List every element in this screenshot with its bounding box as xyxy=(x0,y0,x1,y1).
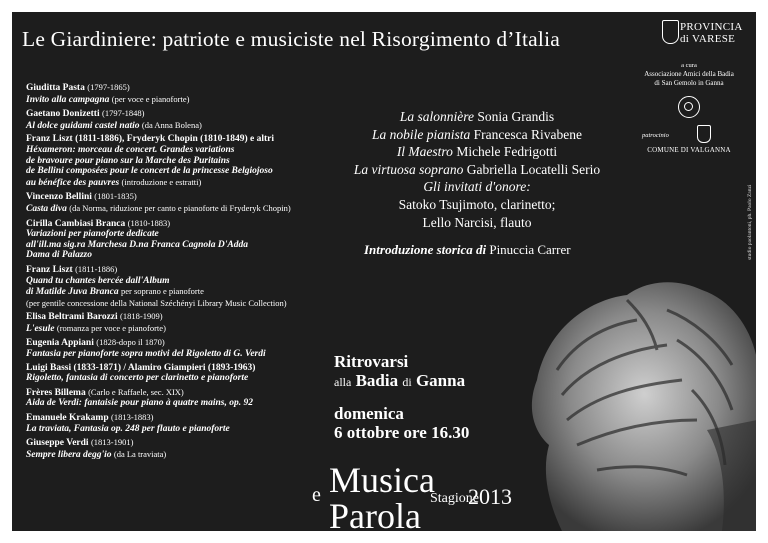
work-line xyxy=(26,276,356,287)
cast-role: Il Maestro xyxy=(396,144,453,160)
composer-name: Gaetano Donizetti xyxy=(26,109,100,120)
composer-name: Giuditta Pasta xyxy=(26,83,85,93)
work-title: all'ill.ma sig.ra Marchesa D.na Franca Cagnola D'Adda xyxy=(26,239,248,250)
composer-dates: (1828-dopo il 1870) xyxy=(96,337,165,348)
work-line xyxy=(26,323,356,335)
meeting-place xyxy=(334,352,465,392)
cast-name: Francesca Rivabene xyxy=(473,126,582,142)
logo-year: 2013 xyxy=(468,484,512,509)
work-line xyxy=(26,166,356,177)
program-item xyxy=(26,412,356,434)
program-item xyxy=(26,134,356,188)
program-footnote: (per gentile concessione della National Széchényi Library Music Collection) xyxy=(26,297,287,308)
work-title: Sempre libera degg'io xyxy=(26,449,112,460)
work-note: (romanza per voce e pianoforte) xyxy=(56,322,166,333)
work-line xyxy=(26,177,356,189)
work-title: Invito alla campagna xyxy=(26,94,110,105)
association-line2: di San Gemolo in Ganna xyxy=(654,78,724,87)
work-note: (per voce e pianoforte) xyxy=(111,93,190,104)
program-item xyxy=(26,264,356,308)
work-line xyxy=(26,203,356,215)
program-item xyxy=(26,108,356,131)
work-note: (da Anna Bolena) xyxy=(141,119,202,130)
cast-member xyxy=(342,214,612,232)
work-title: Dama di Palazzo xyxy=(26,250,92,261)
composer-name: Cirilla Cambiasi Branca xyxy=(26,218,126,229)
event-time: 6 ottobre ore 16.30 xyxy=(334,423,470,442)
work-line xyxy=(26,250,356,261)
cast-member xyxy=(342,126,612,144)
work-line xyxy=(26,424,356,435)
comune-crest-icon xyxy=(697,125,711,143)
historical-intro xyxy=(364,242,571,258)
work-title: Al dolce guidami castel natio xyxy=(26,120,140,131)
work-title: Rigoletto, fantasia di concerto per clarinetto e pianoforte xyxy=(26,373,249,384)
cast-name: Satoko Tsujimoto, clarinetto; xyxy=(398,196,556,212)
cast-name: Sonia Grandis xyxy=(477,109,555,124)
provincia-crest-icon xyxy=(662,20,679,44)
work-title: di Matilde Juva Branca xyxy=(26,287,119,298)
cast-list xyxy=(342,108,612,231)
poster xyxy=(12,12,756,531)
work-title: Quand tu chantes bercée dall'Album xyxy=(26,275,170,286)
composer xyxy=(26,311,356,323)
work-title: au bénéfice des pauvres xyxy=(26,177,120,188)
association-line1: Associazione Amici della Badia xyxy=(644,70,734,78)
composer-name: Elisa Beltrami Barozzi xyxy=(26,312,118,323)
composer xyxy=(26,437,356,449)
program-item xyxy=(26,387,356,409)
work-line xyxy=(26,373,356,384)
meeting-badia: Badia xyxy=(355,371,399,390)
event-date xyxy=(334,404,469,442)
work-title: La traviata, Fantasia op. 248 per flauto e pianoforte xyxy=(26,423,230,434)
composer-dates: (1813-1901) xyxy=(90,437,134,448)
patrocinio-label: patrocinio xyxy=(642,132,669,139)
composer xyxy=(26,337,356,349)
cast-name: Lello Narcisi, flauto xyxy=(422,214,532,230)
work-note: per soprano e pianoforte xyxy=(121,286,204,297)
work-line xyxy=(26,286,356,298)
work-note: (introduzione e estratti) xyxy=(121,176,202,187)
work-line xyxy=(26,398,356,409)
composer-name: Emanuele Krakamp xyxy=(26,413,109,424)
photo-credit: studio paolantoni, ph. Paolo Zanzi xyxy=(747,184,753,260)
work-note: (da La traviata) xyxy=(113,448,167,459)
a-cura-label: a cura xyxy=(681,62,697,69)
meeting-alla: alla xyxy=(334,375,352,389)
composer xyxy=(26,134,356,145)
provincia-line2: di VARESE xyxy=(680,33,736,45)
meeting-line2 xyxy=(334,371,465,392)
logo-musica: Musica xyxy=(329,460,435,500)
composer-dates: (1810-1883) xyxy=(127,217,171,228)
work-line xyxy=(26,449,356,461)
provincia-logo xyxy=(662,18,754,48)
composer xyxy=(26,218,356,230)
provincia-line1: PROVINCIA xyxy=(680,21,743,33)
work-line xyxy=(26,349,356,360)
logo-parola: Parola xyxy=(329,496,421,531)
composer-name: Frères Billema xyxy=(26,387,86,398)
work-line xyxy=(26,94,356,106)
work-title: L'esule xyxy=(26,323,55,334)
cast-member xyxy=(342,161,612,179)
program-item xyxy=(26,363,356,384)
composer-name: Vincenzo Bellini xyxy=(26,192,92,203)
meeting-di: di xyxy=(402,375,412,389)
poster-title: Le Giardiniere: patriote e musiciste nel Risorgimento d’Italia xyxy=(22,27,560,51)
composer-name: Giuseppe Verdi xyxy=(26,438,89,449)
work-note: (da Norma, riduzione per canto e pianoforte di Fryderyk Chopin) xyxy=(69,202,291,213)
work-title: de Bellini composées pour le concert de la princesse Belgiojoso xyxy=(26,166,273,177)
composer-dates: (1801-1835) xyxy=(94,191,137,202)
composer-name: Eugenia Appiani xyxy=(26,338,94,349)
composer-dates: (1797-1848) xyxy=(102,108,145,119)
composer xyxy=(26,363,356,374)
program-list xyxy=(26,82,356,463)
composer-dates: (1797-1865) xyxy=(87,82,130,92)
association-name xyxy=(622,70,756,87)
program-item xyxy=(26,437,356,460)
work-title: Fantasia per pianoforte sopra motivi del Rigoletto di G. Verdi xyxy=(26,349,266,360)
program-item xyxy=(26,82,356,105)
festival-logo xyxy=(312,462,552,531)
composer-name: Franz Liszt (1811-1886), Fryderyk Chopin (1810-1849) e altri xyxy=(26,134,275,145)
composer xyxy=(26,264,356,276)
meeting-ganna: Ganna xyxy=(415,371,466,390)
composer xyxy=(26,412,356,424)
composer xyxy=(26,82,356,94)
cast-member xyxy=(342,108,612,126)
composer xyxy=(26,387,356,399)
comune-name: COMUNE DI VALGANNA xyxy=(647,146,731,154)
work-line xyxy=(26,229,356,240)
composer-name: Franz Liszt xyxy=(26,264,73,275)
work-title: Casta diva xyxy=(26,203,67,214)
cast-member xyxy=(342,143,612,161)
program-item xyxy=(26,311,356,334)
intro-label: Introduzione storica di xyxy=(364,242,487,257)
work-line xyxy=(26,156,356,167)
composer-dates: (1818-1909) xyxy=(120,311,163,322)
cast-role: La salonnière xyxy=(399,109,474,124)
association-seal-icon xyxy=(678,96,700,118)
cast-member xyxy=(342,178,612,196)
cast-name: Gabriella Locatelli Serio xyxy=(466,161,601,177)
cast-member xyxy=(342,196,612,214)
composer xyxy=(26,108,356,120)
composer-dates: (1813-1883) xyxy=(110,412,154,423)
work-title: Variazioni per pianoforte dedicate xyxy=(26,229,159,240)
cast-name: Michele Fedrigotti xyxy=(456,144,558,160)
cast-role: La nobile pianista xyxy=(372,126,471,142)
meeting-line1: Ritrovarsi xyxy=(334,352,409,371)
event-day: domenica xyxy=(334,404,404,423)
logo-e: e xyxy=(312,484,321,506)
composer-dates: (Carlo e Raffaele, sec. XIX) xyxy=(88,386,184,397)
sculpture-image xyxy=(517,270,756,531)
work-title: Héxameron: morceau de concert. Grandes variations xyxy=(26,144,235,155)
intro-name: Pinuccia Carrer xyxy=(489,242,571,257)
program-item xyxy=(26,218,356,261)
composer xyxy=(26,191,356,203)
work-line xyxy=(26,120,356,132)
work-line xyxy=(26,240,356,251)
cast-role: Gli invitati d'onore: xyxy=(423,179,531,195)
work-line xyxy=(26,145,356,156)
composer-name: Luigi Bassi (1833-1871) / Alamiro Giampieri (1893-1963) xyxy=(26,362,256,373)
work-title: de bravoure pour piano sur la Marche des Puritains xyxy=(26,155,230,166)
cast-role: La virtuosa soprano xyxy=(353,161,464,177)
work-title: Aida de Verdi: fantaisie pour piano à quatre mains, op. 92 xyxy=(26,398,253,409)
program-item xyxy=(26,337,356,359)
logo-stagione: Stagione xyxy=(430,491,479,506)
composer-dates: (1811-1886) xyxy=(75,263,118,274)
program-item xyxy=(26,191,356,214)
